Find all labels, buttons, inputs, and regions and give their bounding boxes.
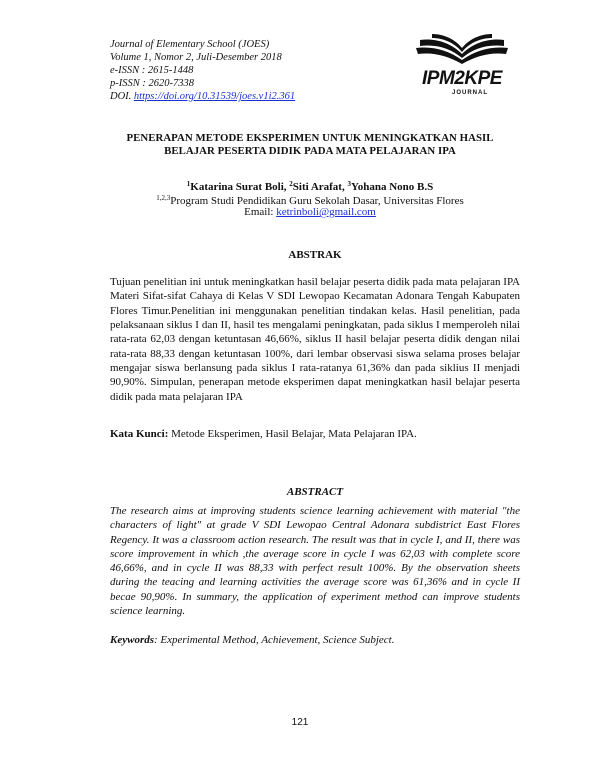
- abstrak-body: Tujuan penelitian ini untuk meningkatkan hasil belajar peserta didik pada mata pelajaran IPA Materi Sifat-sifat Cahaya di Kelas V SDI Lewopao Kecamatan Adonara Tengah Kabupaten Flores Timur.Penelitian ini menggunakan penelitian tindakan kelas. Hasil penelitian, pada pelaksanaan siklus I dan II, hasil tes mengalami peningkatan, pada siklus I memperoleh nilai rata-rata 62,03 dengan ketuntasan 46,66%, siklus II hasil belajar peserta didik dengan nilai rata-rata 88,33 dengan ketuntasan 100%, dari lembar observasi siswa selama proses belajar mengajar siswa berlansung pada siklus I rata-ratanya 61,36% dan pada siklius II menjadi 90,90%. Simpulan, penerapan metode eksperimen dapat meningkatkan hasil belajar peserta didik pada mata pelajaran IPA: [110, 276, 520, 403]
- title-line-1: PENERAPAN METODE EKSPERIMEN UNTUK MENINGKATKAN HASIL: [126, 132, 494, 144]
- logo-text: IPM2KPE: [422, 68, 502, 89]
- journal-header: [110, 38, 295, 103]
- author-2-sup: 2: [289, 180, 293, 188]
- email-line: [100, 205, 520, 219]
- paper-title: [100, 132, 520, 158]
- doi-link[interactable]: https://doi.org/10.31539/joes.v1i2.361: [133, 91, 296, 102]
- keywords: [110, 633, 520, 647]
- page-number: 121: [291, 717, 309, 728]
- kata-kunci: [110, 427, 520, 441]
- journal-name: Journal of Elementary School (JOES): [110, 39, 270, 50]
- journal-doi: [110, 90, 295, 103]
- affiliation-sup: 1,2,3: [156, 194, 171, 202]
- journal-volume: Volume 1, Nomor 2, Juli-Desember 2018: [110, 52, 282, 63]
- abstract-body: The research aims at improving students science learning achievement with material "the characters of light" at grade V SDI Lewopao Central Adonara subdistrict East Flores Regency. It was a classroom action research. The result was that in cycle I, and II, there was score improvement in which ,the average score in cycle I was 62,03 with complete score 46,66%, and in cycle II was 88,33 with perfect result 100%. By the observation sheets during the teacing and learning activities the average score was 61,36% and in cycle II becae 90,90%. In summary, the application of experiment method can improve students science learning.: [110, 505, 520, 618]
- journal-eissn: e-ISSN : 2615-1448: [110, 65, 194, 76]
- kata-kunci-label: Kata Kunci:: [110, 428, 169, 440]
- email-link[interactable]: ketrinboli@gmail.com: [276, 206, 376, 218]
- affiliation-text: Program Studi Pendidikan Guru Sekolah Dasar, Universitas Flores: [170, 195, 464, 207]
- kata-kunci-values: Metode Eksperimen, Hasil Belajar, Mata Pelajaran IPA.: [168, 428, 417, 440]
- keywords-label: Keywords: [110, 634, 154, 646]
- author-2: Siti Arafat,: [292, 181, 345, 193]
- keywords-values: : Experimental Method, Achievement, Science Subject.: [154, 634, 395, 646]
- journal-logo: [408, 32, 516, 98]
- email-label: Email:: [244, 206, 277, 218]
- open-book-icon: [416, 34, 508, 64]
- doi-label: DOI.: [110, 91, 134, 102]
- title-line-2: BELAJAR PESERTA DIDIK PADA MATA PELAJARAN IPA: [164, 145, 456, 157]
- author-1-sup: 1: [186, 180, 191, 188]
- author-1: Katarina Surat Boli,: [190, 181, 287, 193]
- author-3: Yohana Nono B.S: [350, 181, 434, 193]
- logo-subtext: JOURNAL: [451, 90, 489, 96]
- journal-pissn: p-ISSN : 2620-7338: [110, 78, 194, 89]
- author-3-sup: 3: [347, 180, 351, 188]
- abstract-heading: ABSTRACT: [286, 486, 344, 498]
- abstrak-heading: ABSTRAK: [288, 249, 342, 261]
